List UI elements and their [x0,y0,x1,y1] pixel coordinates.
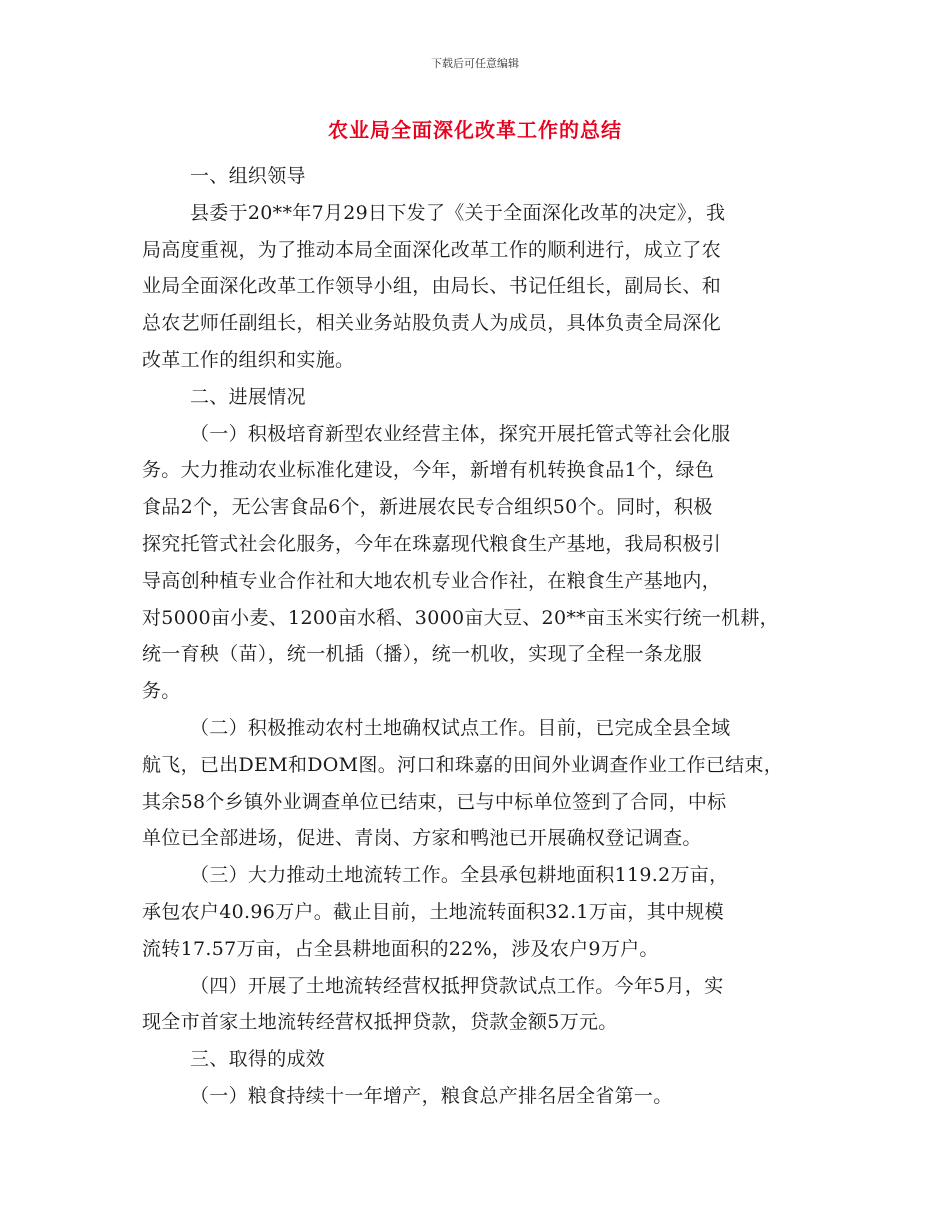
text-line: 其余58个乡镇外业调查单位已结束，已与中标单位签到了合同，中标 [142,790,727,813]
text-line: 务。 [142,680,181,703]
text-line: （三）大力推动土地流转工作。全县承包耕地面积119.2万亩， [190,864,729,887]
text-line: （一）粮食持续十一年增产，粮食总产排名居全省第一。 [190,1084,673,1107]
document-body [142,158,832,1115]
text-line: 流转17.57万亩，占全县耕地面积的22%，涉及农户9万户。 [142,937,659,960]
text-line: 单位已全部进场，促进、青岗、方家和鸭池已开展确权登记调查。 [142,827,702,850]
header-note: 下载后可任意编辑 [431,57,519,70]
text-line: 总农艺师任副组长，相关业务站股负责人为成员，具体负责全局深化 [142,312,722,335]
text-line: 探究托管式社会化服务，今年在珠嘉现代粮食生产基地，我局积极引 [142,532,722,555]
text-line: 改革工作的组织和实施。 [142,348,355,371]
text-line: 三、取得的成效 [190,1048,326,1071]
document-title: 农业局全面深化改革工作的总结 [328,118,622,142]
text-line: 食品2个，无公害食品6个，新进展农民专合组织50个。同时，积极 [142,496,713,519]
text-line: 务。大力推动农业标准化建设，今年，新增有机转换食品1个，绿色 [142,459,715,482]
text-line: 统一育秧（苗），统一机插（播），统一机收，实现了全程一条龙服 [142,643,703,666]
text-line: （四）开展了土地流转经营权抵押贷款试点工作。今年5月，实 [190,974,724,997]
text-line: 局高度重视，为了推动本局全面深化改革工作的顺利进行，成立了农 [142,238,722,261]
text-line: 二、进展情况 [190,385,306,408]
text-line: 对5000亩小麦、1200亩水稻、3000亩大豆、20**亩玉米实行统一机耕， [142,606,779,629]
text-line: 县委于20**年7月29日下发了《关于全面深化改革的决定》，我 [190,201,726,224]
text-line: 现全市首家土地流转经营权抵押贷款，贷款金额5万元。 [142,1011,618,1034]
text-line: （二）积极推动农村土地确权试点工作。目前，已完成全县全域 [190,716,731,739]
text-line: 业局全面深化改革工作领导小组，由局长、书记任组长，副局长、和 [142,275,722,298]
text-line: 航飞，已出DEM和DOM图。河口和珠嘉的田间外业调查作业工作已结束， [142,753,784,776]
text-line: 导高创种植专业合作社和大地农机专业合作社，在粮食生产基地内， [142,569,722,592]
text-line: 一、组织领导 [190,165,306,187]
text-line: 承包农户40.96万户。截止目前，土地流转面积32.1万亩，其中规模 [142,900,724,923]
text-line: （一）积极培育新型农业经营主体，探究开展托管式等社会化服 [190,422,731,445]
